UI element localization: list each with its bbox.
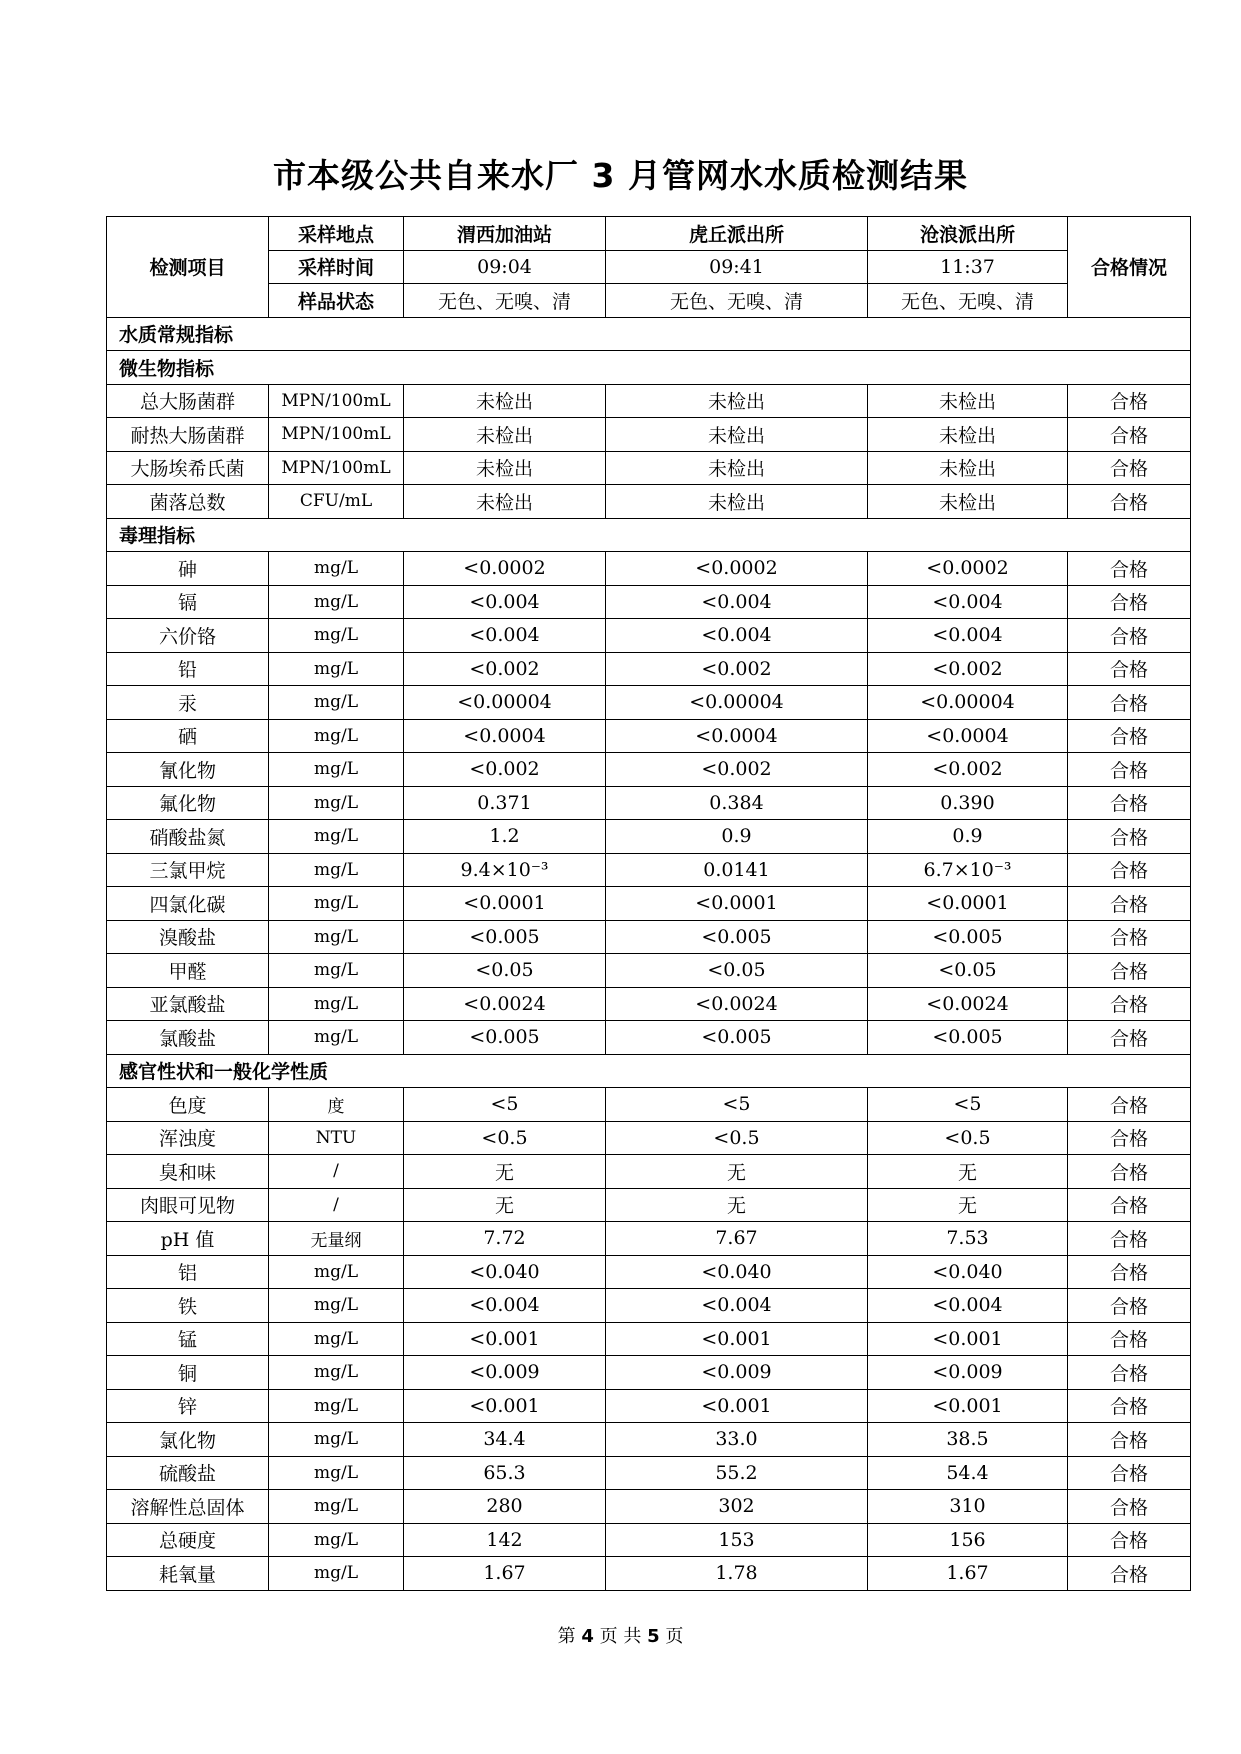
value-cell: 0.9 <box>606 820 868 854</box>
result-cell: 合格 <box>1068 1289 1191 1323</box>
value-cell: <0.001 <box>868 1322 1068 1356</box>
value-cell: 未检出 <box>868 418 1068 452</box>
value-cell: 未检出 <box>868 384 1068 418</box>
unit-cell: mg/L <box>269 1523 404 1557</box>
value-cell: 未检出 <box>606 384 868 418</box>
value-cell: 无 <box>606 1155 868 1189</box>
value-cell: <0.002 <box>404 652 606 686</box>
value-cell: 无 <box>868 1188 1068 1222</box>
table-row <box>107 1423 1191 1457</box>
table-row <box>107 753 1191 787</box>
result-cell: 合格 <box>1068 485 1191 519</box>
value-cell: 7.72 <box>404 1222 606 1256</box>
section-row <box>107 351 1191 385</box>
value-cell: <0.004 <box>868 619 1068 653</box>
item-name: 亚氯酸盐 <box>107 987 269 1021</box>
unit-cell: mg/L <box>269 853 404 887</box>
unit-cell: mg/L <box>269 1423 404 1457</box>
item-name: 三氯甲烷 <box>107 853 269 887</box>
value-cell: 未检出 <box>404 418 606 452</box>
value-cell: 302 <box>606 1490 868 1524</box>
unit-cell: mg/L <box>269 1356 404 1390</box>
unit-cell: mg/L <box>269 920 404 954</box>
unit-cell: mg/L <box>269 1490 404 1524</box>
result-cell: 合格 <box>1068 1523 1191 1557</box>
sampling-site-label: 采样地点 <box>269 217 404 251</box>
value-cell: 0.0141 <box>606 853 868 887</box>
result-cell: 合格 <box>1068 1255 1191 1289</box>
value-cell: <0.002 <box>606 753 868 787</box>
footer-middle: 页 共 <box>599 1626 642 1647</box>
unit-cell: mg/L <box>269 652 404 686</box>
value-cell: 无 <box>404 1188 606 1222</box>
value-cell: <0.05 <box>606 954 868 988</box>
table-row <box>107 384 1191 418</box>
sampling-time: 09:04 <box>404 250 606 284</box>
table-row <box>107 1389 1191 1423</box>
value-cell: <0.0024 <box>868 987 1068 1021</box>
footer-prefix: 第 <box>557 1626 576 1647</box>
unit-cell: mg/L <box>269 887 404 921</box>
value-cell: 310 <box>868 1490 1068 1524</box>
table-row <box>107 920 1191 954</box>
result-cell: 合格 <box>1068 820 1191 854</box>
table-row <box>107 786 1191 820</box>
item-name: 四氯化碳 <box>107 887 269 921</box>
unit-cell: 无量纲 <box>269 1222 404 1256</box>
value-cell: 1.2 <box>404 820 606 854</box>
result-header: 合格情况 <box>1068 217 1191 318</box>
section-label: 微生物指标 <box>107 351 1191 385</box>
value-cell: <0.5 <box>606 1121 868 1155</box>
table-row <box>107 853 1191 887</box>
value-cell: 33.0 <box>606 1423 868 1457</box>
value-cell: <0.004 <box>606 585 868 619</box>
item-name: 锰 <box>107 1322 269 1356</box>
result-cell: 合格 <box>1068 552 1191 586</box>
table-row <box>107 1155 1191 1189</box>
item-name: 硝酸盐氮 <box>107 820 269 854</box>
unit-cell: / <box>269 1188 404 1222</box>
unit-cell: mg/L <box>269 1389 404 1423</box>
value-cell: <0.001 <box>606 1389 868 1423</box>
value-cell: <0.005 <box>606 920 868 954</box>
unit-cell: mg/L <box>269 552 404 586</box>
value-cell: <0.004 <box>606 619 868 653</box>
total-page-number: 5 <box>647 1626 660 1647</box>
value-cell: <0.004 <box>404 585 606 619</box>
value-cell: <0.0001 <box>868 887 1068 921</box>
item-name: 甲醛 <box>107 954 269 988</box>
table-row <box>107 1289 1191 1323</box>
value-cell: <5 <box>868 1088 1068 1122</box>
value-cell: <0.0002 <box>868 552 1068 586</box>
value-cell: 9.4×10⁻³ <box>404 853 606 887</box>
unit-cell: CFU/mL <box>269 485 404 519</box>
value-cell: <0.002 <box>868 753 1068 787</box>
item-name: 大肠埃希氏菌 <box>107 451 269 485</box>
table-row <box>107 552 1191 586</box>
value-cell: 未检出 <box>868 451 1068 485</box>
value-cell: <0.004 <box>606 1289 868 1323</box>
result-cell: 合格 <box>1068 686 1191 720</box>
current-page-number: 4 <box>581 1626 594 1647</box>
unit-cell: mg/L <box>269 954 404 988</box>
result-cell: 合格 <box>1068 1021 1191 1055</box>
sampling-time: 11:37 <box>868 250 1068 284</box>
page-title: 市本级公共自来水厂 3 月管网水水质检测结果 <box>273 156 968 195</box>
result-cell: 合格 <box>1068 853 1191 887</box>
value-cell: 未检出 <box>404 485 606 519</box>
item-name: 溶解性总固体 <box>107 1490 269 1524</box>
item-name: 臭和味 <box>107 1155 269 1189</box>
table-row <box>107 485 1191 519</box>
sample-state: 无色、无嗅、清 <box>606 284 868 318</box>
table-row <box>107 652 1191 686</box>
item-name: 色度 <box>107 1088 269 1122</box>
item-name: 氟化物 <box>107 786 269 820</box>
value-cell: <0.001 <box>404 1389 606 1423</box>
value-cell: <0.005 <box>868 920 1068 954</box>
unit-cell: mg/L <box>269 1021 404 1055</box>
value-cell: <0.0004 <box>606 719 868 753</box>
item-name: 铅 <box>107 652 269 686</box>
section-label: 感官性状和一般化学性质 <box>107 1054 1191 1088</box>
value-cell: 153 <box>606 1523 868 1557</box>
value-cell: 65.3 <box>404 1456 606 1490</box>
value-cell: <0.0004 <box>868 719 1068 753</box>
value-cell: <0.0001 <box>606 887 868 921</box>
unit-cell: mg/L <box>269 619 404 653</box>
value-cell: <0.0002 <box>606 552 868 586</box>
value-cell: <0.00004 <box>868 686 1068 720</box>
value-cell: <0.0024 <box>404 987 606 1021</box>
site-name: 虎丘派出所 <box>606 217 868 251</box>
water-quality-table <box>106 216 1191 1591</box>
table-row <box>107 686 1191 720</box>
value-cell: 280 <box>404 1490 606 1524</box>
value-cell: <0.002 <box>868 652 1068 686</box>
item-name: 溴酸盐 <box>107 920 269 954</box>
result-cell: 合格 <box>1068 418 1191 452</box>
item-name: 镉 <box>107 585 269 619</box>
result-cell: 合格 <box>1068 585 1191 619</box>
table-row <box>107 1322 1191 1356</box>
result-cell: 合格 <box>1068 1088 1191 1122</box>
table-row <box>107 451 1191 485</box>
unit-cell: mg/L <box>269 1255 404 1289</box>
footer-suffix: 页 <box>665 1626 684 1647</box>
value-cell: 7.67 <box>606 1222 868 1256</box>
value-cell: <0.05 <box>868 954 1068 988</box>
table-row <box>107 1188 1191 1222</box>
table-row <box>107 1021 1191 1055</box>
result-cell: 合格 <box>1068 954 1191 988</box>
sampling-time-label: 采样时间 <box>269 250 404 284</box>
item-name: 硫酸盐 <box>107 1456 269 1490</box>
result-cell: 合格 <box>1068 987 1191 1021</box>
value-cell: 1.67 <box>404 1557 606 1591</box>
value-cell: 1.67 <box>868 1557 1068 1591</box>
value-cell: 6.7×10⁻³ <box>868 853 1068 887</box>
value-cell: <0.040 <box>404 1255 606 1289</box>
item-name: 总大肠菌群 <box>107 384 269 418</box>
value-cell: <0.040 <box>868 1255 1068 1289</box>
unit-cell: mg/L <box>269 786 404 820</box>
value-cell: 无 <box>404 1155 606 1189</box>
value-cell: 7.53 <box>868 1222 1068 1256</box>
unit-cell: mg/L <box>269 1456 404 1490</box>
result-cell: 合格 <box>1068 451 1191 485</box>
section-label: 水质常规指标 <box>107 317 1191 351</box>
value-cell: 未检出 <box>606 418 868 452</box>
table-row <box>107 1490 1191 1524</box>
table-row <box>107 1088 1191 1122</box>
item-name: 浑浊度 <box>107 1121 269 1155</box>
unit-cell: mg/L <box>269 585 404 619</box>
value-cell: <0.004 <box>404 1289 606 1323</box>
value-cell: 38.5 <box>868 1423 1068 1457</box>
value-cell: 无 <box>606 1188 868 1222</box>
item-name: 汞 <box>107 686 269 720</box>
value-cell: 未检出 <box>868 485 1068 519</box>
result-cell: 合格 <box>1068 1389 1191 1423</box>
value-cell: <0.009 <box>868 1356 1068 1390</box>
result-cell: 合格 <box>1068 786 1191 820</box>
value-cell: <0.001 <box>606 1322 868 1356</box>
table-row <box>107 719 1191 753</box>
item-name: 六价铬 <box>107 619 269 653</box>
result-cell: 合格 <box>1068 619 1191 653</box>
unit-cell: mg/L <box>269 719 404 753</box>
sample-state-label: 样品状态 <box>269 284 404 318</box>
unit-cell: MPN/100mL <box>269 384 404 418</box>
result-cell: 合格 <box>1068 1322 1191 1356</box>
table-row <box>107 1121 1191 1155</box>
item-name: 氯化物 <box>107 1423 269 1457</box>
value-cell: <0.0024 <box>606 987 868 1021</box>
value-cell: <0.009 <box>606 1356 868 1390</box>
value-cell: <0.040 <box>606 1255 868 1289</box>
value-cell: 无 <box>868 1155 1068 1189</box>
table-row <box>107 1456 1191 1490</box>
result-cell: 合格 <box>1068 1155 1191 1189</box>
result-cell: 合格 <box>1068 920 1191 954</box>
unit-cell: 度 <box>269 1088 404 1122</box>
unit-cell: / <box>269 1155 404 1189</box>
result-cell: 合格 <box>1068 887 1191 921</box>
table-row <box>107 987 1191 1021</box>
item-name: pH 值 <box>107 1222 269 1256</box>
header-row-state <box>107 284 1191 318</box>
item-name: 铝 <box>107 1255 269 1289</box>
value-cell: 34.4 <box>404 1423 606 1457</box>
value-cell: <0.5 <box>404 1121 606 1155</box>
table-row <box>107 887 1191 921</box>
value-cell: 0.390 <box>868 786 1068 820</box>
site-name: 渭西加油站 <box>404 217 606 251</box>
result-cell: 合格 <box>1068 719 1191 753</box>
site-name: 沧浪派出所 <box>868 217 1068 251</box>
value-cell: <0.0004 <box>404 719 606 753</box>
result-cell: 合格 <box>1068 652 1191 686</box>
unit-cell: mg/L <box>269 987 404 1021</box>
item-name: 砷 <box>107 552 269 586</box>
section-row <box>107 317 1191 351</box>
unit-cell: mg/L <box>269 686 404 720</box>
table-row <box>107 1557 1191 1591</box>
value-cell: 55.2 <box>606 1456 868 1490</box>
unit-cell: NTU <box>269 1121 404 1155</box>
table-row <box>107 1356 1191 1390</box>
item-name: 肉眼可见物 <box>107 1188 269 1222</box>
value-cell: 0.371 <box>404 786 606 820</box>
sample-state: 无色、无嗅、清 <box>868 284 1068 318</box>
value-cell: <0.001 <box>868 1389 1068 1423</box>
value-cell: 未检出 <box>404 384 606 418</box>
item-name: 氰化物 <box>107 753 269 787</box>
result-cell: 合格 <box>1068 1423 1191 1457</box>
table-row <box>107 954 1191 988</box>
result-cell: 合格 <box>1068 1456 1191 1490</box>
unit-cell: mg/L <box>269 1289 404 1323</box>
table-row <box>107 585 1191 619</box>
table-row <box>107 1523 1191 1557</box>
unit-cell: mg/L <box>269 820 404 854</box>
result-cell: 合格 <box>1068 384 1191 418</box>
value-cell: <0.0001 <box>404 887 606 921</box>
result-cell: 合格 <box>1068 1222 1191 1256</box>
result-cell: 合格 <box>1068 1188 1191 1222</box>
value-cell: 142 <box>404 1523 606 1557</box>
sample-state: 无色、无嗅、清 <box>404 284 606 318</box>
item-name: 氯酸盐 <box>107 1021 269 1055</box>
item-name: 铜 <box>107 1356 269 1390</box>
value-cell: <0.001 <box>404 1322 606 1356</box>
result-cell: 合格 <box>1068 1557 1191 1591</box>
item-name: 耐热大肠菌群 <box>107 418 269 452</box>
value-cell: <0.005 <box>404 920 606 954</box>
unit-cell: mg/L <box>269 1557 404 1591</box>
value-cell: <0.0002 <box>404 552 606 586</box>
page-footer <box>0 1622 1241 1648</box>
sampling-time: 09:41 <box>606 250 868 284</box>
value-cell: <0.005 <box>404 1021 606 1055</box>
value-cell: 0.9 <box>868 820 1068 854</box>
table-row <box>107 1255 1191 1289</box>
value-cell: <0.002 <box>404 753 606 787</box>
value-cell: 54.4 <box>868 1456 1068 1490</box>
item-name: 耗氧量 <box>107 1557 269 1591</box>
table-row <box>107 820 1191 854</box>
value-cell: <0.005 <box>606 1021 868 1055</box>
header-row-site <box>107 217 1191 251</box>
value-cell: 未检出 <box>606 451 868 485</box>
value-cell: <0.004 <box>404 619 606 653</box>
result-cell: 合格 <box>1068 753 1191 787</box>
value-cell: 1.78 <box>606 1557 868 1591</box>
item-header: 检测项目 <box>107 217 269 318</box>
unit-cell: mg/L <box>269 753 404 787</box>
item-name: 硒 <box>107 719 269 753</box>
result-cell: 合格 <box>1068 1356 1191 1390</box>
section-row <box>107 518 1191 552</box>
value-cell: 0.384 <box>606 786 868 820</box>
result-cell: 合格 <box>1068 1121 1191 1155</box>
table-row <box>107 619 1191 653</box>
value-cell: <0.004 <box>868 1289 1068 1323</box>
unit-cell: mg/L <box>269 1322 404 1356</box>
header-row-time <box>107 250 1191 284</box>
value-cell: 156 <box>868 1523 1068 1557</box>
section-row <box>107 1054 1191 1088</box>
value-cell: <0.00004 <box>404 686 606 720</box>
value-cell: <0.5 <box>868 1121 1068 1155</box>
value-cell: <5 <box>606 1088 868 1122</box>
section-label: 毒理指标 <box>107 518 1191 552</box>
value-cell: <0.05 <box>404 954 606 988</box>
unit-cell: MPN/100mL <box>269 418 404 452</box>
value-cell: <0.002 <box>606 652 868 686</box>
item-name: 总硬度 <box>107 1523 269 1557</box>
table-row <box>107 418 1191 452</box>
value-cell: 未检出 <box>606 485 868 519</box>
unit-cell: MPN/100mL <box>269 451 404 485</box>
value-cell: <5 <box>404 1088 606 1122</box>
item-name: 菌落总数 <box>107 485 269 519</box>
value-cell: <0.004 <box>868 585 1068 619</box>
value-cell: <0.00004 <box>606 686 868 720</box>
value-cell: <0.005 <box>868 1021 1068 1055</box>
table-row <box>107 1222 1191 1256</box>
item-name: 锌 <box>107 1389 269 1423</box>
value-cell: <0.009 <box>404 1356 606 1390</box>
result-cell: 合格 <box>1068 1490 1191 1524</box>
value-cell: 未检出 <box>404 451 606 485</box>
item-name: 铁 <box>107 1289 269 1323</box>
